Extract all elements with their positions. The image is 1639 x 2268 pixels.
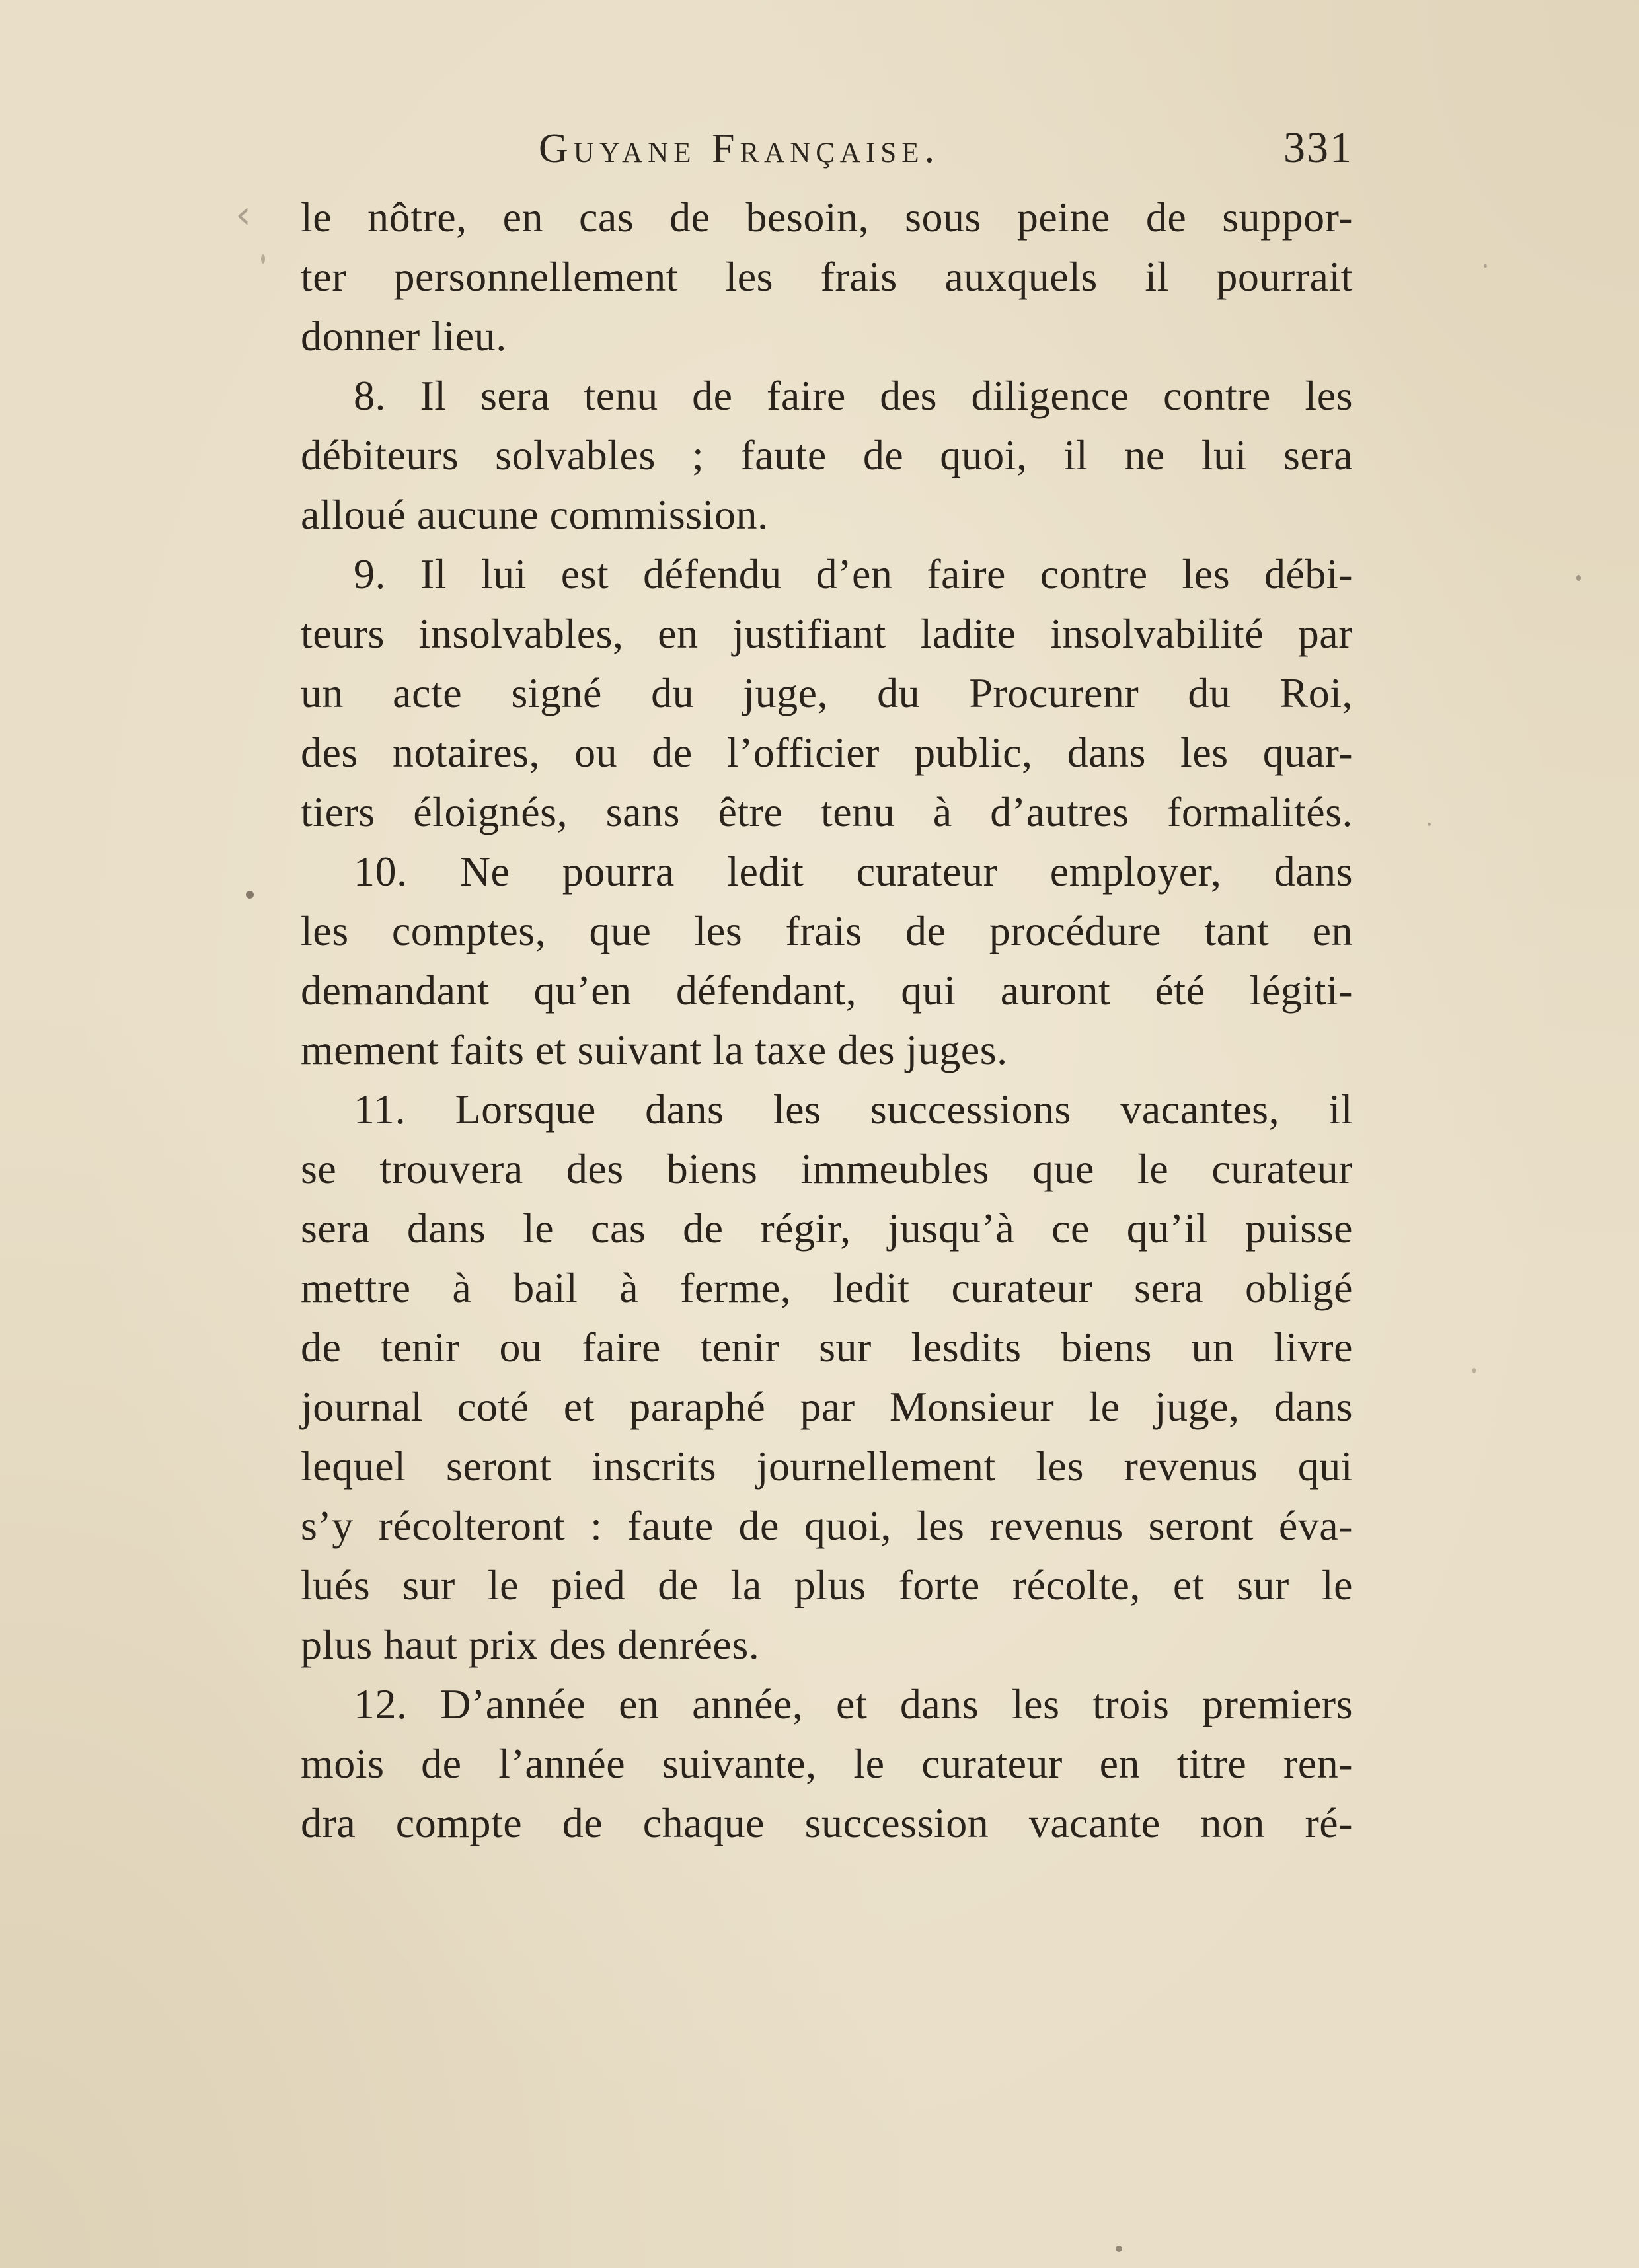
text-line: lequel seront inscrits journellement les revenus qui — [301, 1443, 1353, 1490]
text-line: mement faits et suivant la taxe des juges. — [301, 1026, 1008, 1073]
text-line: journal coté et paraphé par Monsieur le juge, dans — [301, 1383, 1353, 1430]
page-number: 331 — [1283, 124, 1353, 172]
text-line: sera dans le cas de régir, jusqu’à ce qu’il puisse — [301, 1205, 1353, 1252]
running-head-title: Guyane Française. — [539, 126, 940, 171]
text-line: de tenir ou faire tenir sur lesdits biens un livre — [301, 1324, 1353, 1371]
text-line: donner lieu. — [301, 313, 507, 359]
article-10-start: 10. Ne pourra ledit curateur employer, dans — [354, 848, 1353, 895]
paper-speck — [1428, 823, 1431, 826]
article-8-start: 8. Il sera tenu de faire des diligence contre les — [354, 372, 1353, 419]
text-line: mettre à bail à ferme, ledit curateur sera obligé — [301, 1264, 1353, 1311]
text-line: mois de l’année suivante, le curateur en titre ren- — [301, 1740, 1353, 1787]
text-line: lués sur le pied de la plus forte récolte, et sur le — [301, 1562, 1353, 1608]
text-line: se trouvera des biens immeubles que le curateur — [301, 1145, 1353, 1192]
text-line: teurs insolvables, en justifiant ladite insolvabilité par — [301, 610, 1353, 657]
article-9-start: 9. Il lui est défendu d’en faire contre les débi- — [354, 550, 1353, 597]
text-line: ter personnellement les frais auxquels il pourrait — [301, 253, 1353, 300]
paper-speck — [1576, 575, 1581, 581]
text-line: les comptes, que les frais de procédure tant en — [301, 907, 1353, 954]
paper-speck — [1116, 2246, 1122, 2252]
paper-speck — [261, 254, 265, 264]
text-line: des notaires, ou de l’officier public, dans les quar- — [301, 729, 1353, 776]
text-line: s’y récolteront : faute de quoi, les revenus seront éva- — [301, 1502, 1353, 1549]
running-head — [301, 126, 1353, 185]
paper-speck — [1472, 1368, 1476, 1373]
text-line: un acte signé du juge, du Procurenr du Roi, — [301, 669, 1353, 716]
text-line: tiers éloignés, sans être tenu à d’autres formalités. — [301, 788, 1353, 835]
body-text — [301, 188, 1353, 1853]
article-12-start: 12. D’année en année, et dans les trois premiers — [354, 1681, 1353, 1727]
text-line: demandant qu’en défendant, qui auront été légiti- — [301, 967, 1353, 1014]
article-11-start: 11. Lorsque dans les successions vacantes, il — [354, 1086, 1353, 1133]
margin-mark-icon: ‹ — [235, 192, 251, 238]
text-line: débiteurs solvables ; faute de quoi, il ne lui sera — [301, 432, 1353, 478]
paper-speck — [246, 891, 254, 899]
text-line: le nôtre, en cas de besoin, sous peine de suppor- — [301, 194, 1353, 241]
text-line: plus haut prix des denrées. — [301, 1621, 760, 1668]
text-line: dra compte de chaque succession vacante non ré- — [301, 1799, 1353, 1846]
text-line: alloué aucune commission. — [301, 491, 769, 538]
paper-speck — [1484, 264, 1487, 268]
